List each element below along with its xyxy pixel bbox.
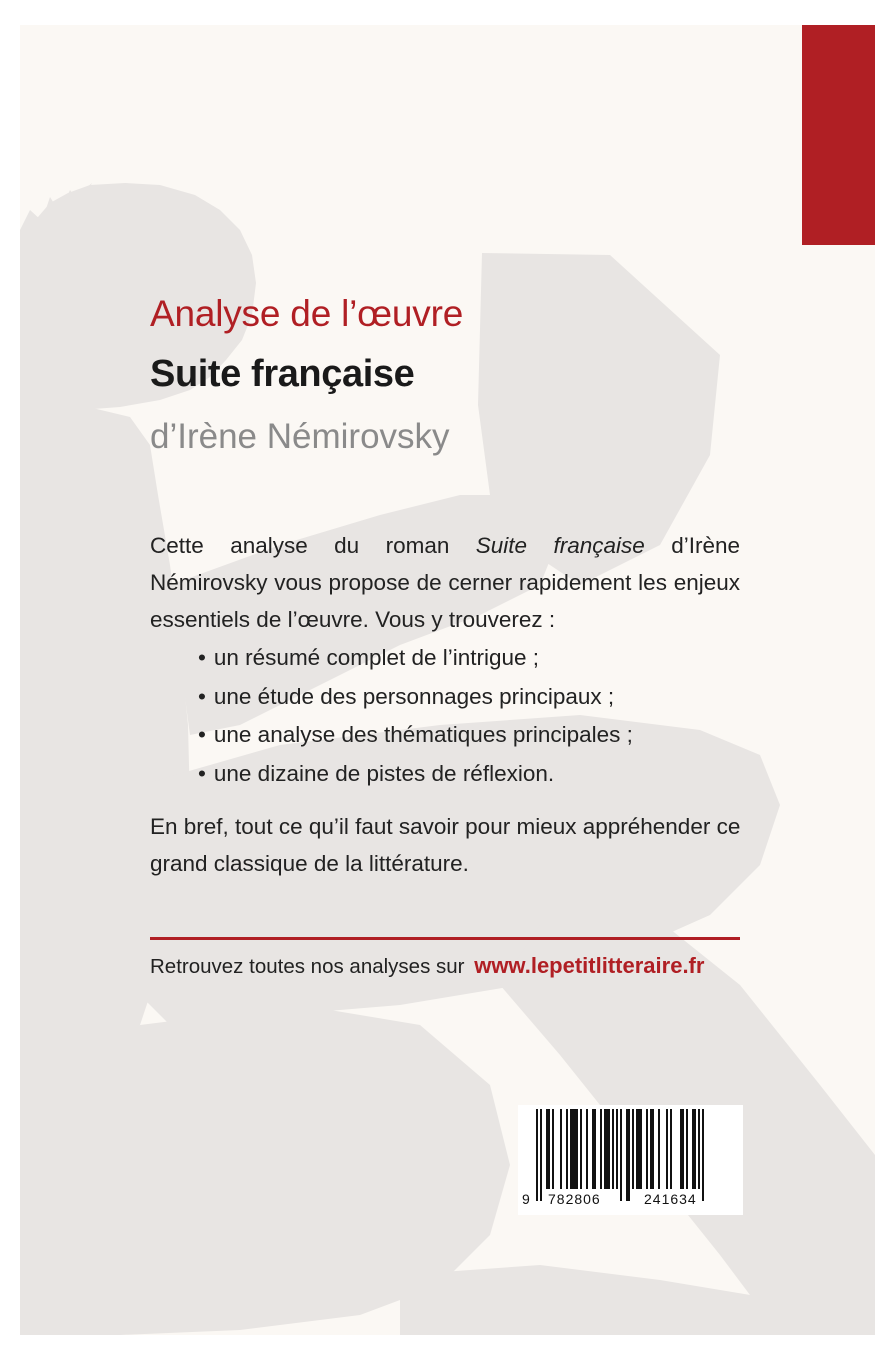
list-item bbox=[198, 755, 633, 794]
barcode-bar bbox=[636, 1109, 642, 1189]
barcode-bar bbox=[616, 1109, 618, 1189]
barcode-bar bbox=[560, 1109, 562, 1189]
footer-line bbox=[150, 953, 704, 979]
list-item bbox=[198, 716, 633, 755]
footer-text: Retrouvez toutes nos analyses sur bbox=[150, 955, 465, 978]
barcode-bar bbox=[552, 1109, 554, 1189]
list-item bbox=[198, 678, 633, 717]
isbn-barcode bbox=[518, 1105, 743, 1215]
barcode-bar bbox=[536, 1109, 538, 1201]
barcode-bar bbox=[702, 1109, 704, 1201]
list-item-text: un résumé complet de l’intrigue ; bbox=[213, 645, 540, 670]
website-link[interactable]: www.lepetitlitteraire.fr bbox=[474, 953, 705, 978]
barcode-first-digit: 9 bbox=[522, 1191, 531, 1207]
barcode-bar bbox=[586, 1109, 588, 1189]
bullet-icon: • bbox=[198, 760, 206, 786]
barcode-bar bbox=[626, 1109, 630, 1201]
barcode-bar bbox=[580, 1109, 582, 1189]
barcode-right-group: 241634 bbox=[644, 1191, 697, 1207]
red-corner-tab bbox=[802, 25, 875, 245]
list-item-text: une analyse des thématiques principales ; bbox=[213, 722, 633, 747]
bullet-icon: • bbox=[198, 722, 206, 747]
intro-title-italic: Suite française bbox=[475, 533, 645, 558]
barcode-bar bbox=[570, 1109, 578, 1189]
book-author: d’Irène Némirovsky bbox=[150, 417, 450, 456]
barcode-bar bbox=[600, 1109, 602, 1189]
red-divider bbox=[150, 937, 740, 940]
barcode-bar bbox=[686, 1109, 688, 1189]
barcode-bar bbox=[670, 1109, 672, 1189]
book-title: Suite française bbox=[150, 353, 415, 395]
barcode-bar bbox=[692, 1109, 696, 1189]
list-item bbox=[198, 639, 633, 678]
barcode-bar bbox=[604, 1109, 610, 1189]
barcode-bar bbox=[698, 1109, 700, 1189]
barcode-bar bbox=[666, 1109, 668, 1189]
list-item-text: une étude des personnages principaux ; bbox=[213, 683, 615, 709]
contents-list bbox=[198, 639, 633, 793]
intro-text-start: Cette analyse du roman bbox=[150, 533, 476, 558]
barcode-bar bbox=[650, 1109, 654, 1189]
intro-paragraph bbox=[150, 527, 740, 638]
series-kicker: Analyse de l’œuvre bbox=[150, 293, 464, 334]
barcode-bar bbox=[540, 1109, 542, 1201]
bullet-icon: • bbox=[198, 683, 206, 709]
barcode-bar bbox=[658, 1109, 660, 1189]
intro-text-end: d’Irène Némirovsky vous propose de cerner rapidement les enjeux essentiels de l’œuvre. Vous y trouverez : bbox=[150, 533, 740, 632]
list-item-text: une dizaine de pistes de réflexion. bbox=[213, 760, 555, 786]
barcode-bar bbox=[592, 1109, 596, 1189]
barcode-bar bbox=[646, 1109, 648, 1189]
bullet-icon: • bbox=[198, 645, 206, 670]
conclusion-paragraph: En bref, tout ce qu’il faut savoir pour mieux appréhender ce grand classique de la littérature. bbox=[150, 814, 741, 876]
barcode-bar bbox=[632, 1109, 634, 1189]
barcode-bar bbox=[546, 1109, 550, 1189]
barcode-bar bbox=[680, 1109, 684, 1189]
barcode-bar bbox=[566, 1109, 568, 1189]
back-cover bbox=[20, 25, 875, 1335]
barcode-left-group: 782806 bbox=[548, 1191, 601, 1207]
barcode-bar bbox=[612, 1109, 614, 1189]
barcode-bar bbox=[620, 1109, 622, 1201]
